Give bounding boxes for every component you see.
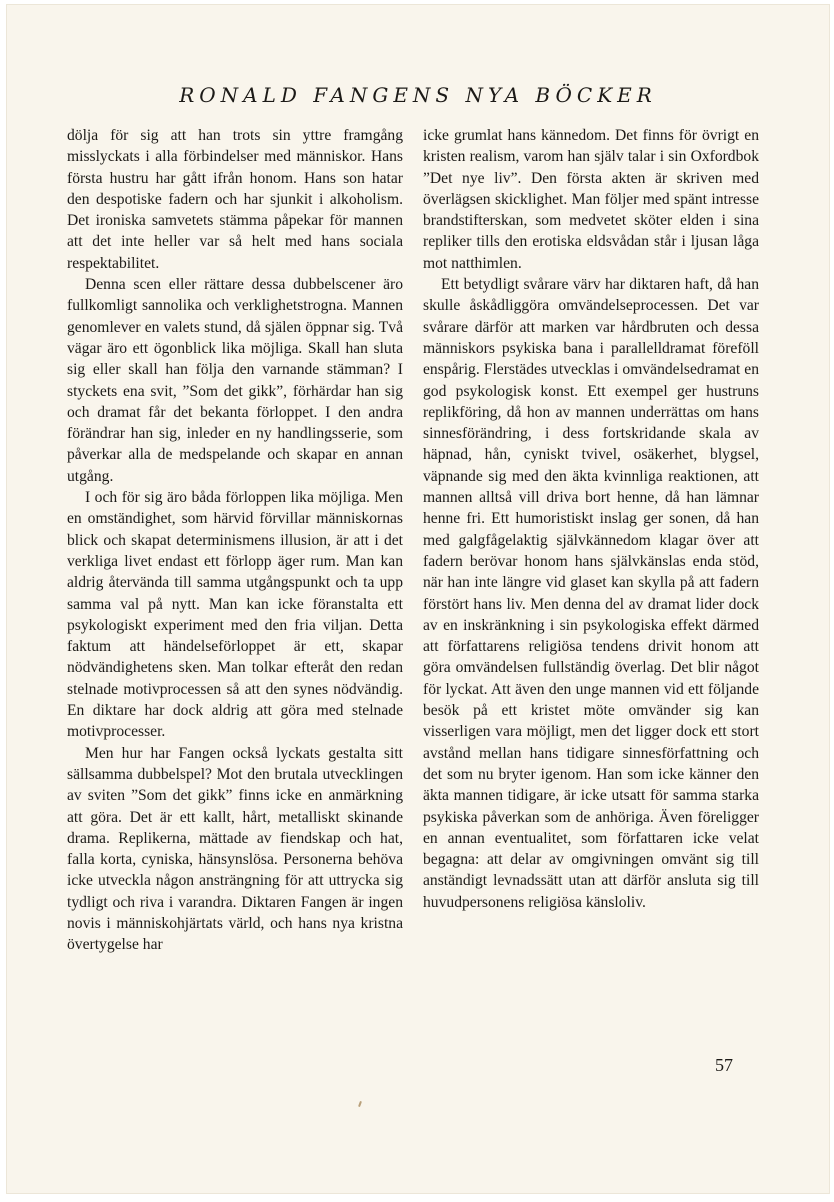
left-text-column: [67, 125, 403, 956]
running-header: RONALD FANGENS NYA BÖCKER: [179, 83, 657, 107]
paragraph: Denna scen eller rättare dessa dubbelscener äro fullkomligt sannolika och verklighetstrogna. Mannen genomlever en valets stund, då själen öppnar sig. Två vägar äro ett ögonblick lika möjliga. Skall han sluta sig eller skall han följa den varnande stämman? I styckets ena svit, ”Som det gikk”, förhärdar han sig och dramat får det bekanta förloppet. I den andra förändrar han sig, inleder en ny handlingsserie, som påverkar alla de medspelande och skapar en annan utgång.: [67, 276, 403, 485]
right-text-column: [423, 125, 759, 913]
paragraph: icke grumlat hans kännedom. Det finns för övrigt en kristen realism, varom han själv talar i sin Oxfordbok ”Det nye liv”. Den första akten är skriven med överlägsen skicklighet. Man följer med spänt intresse brandstifterskan, som medvetet sköter elden i sina repliker tills den erotiska eldsvådan står i ljusan låga mot natthimlen.: [423, 127, 759, 272]
paper-speck: [358, 1101, 362, 1107]
paragraph: Men hur har Fangen också lyckats gestalta sitt sällsamma dubbelspel? Mot den brutala utvecklingen av sviten ”Som det gikk” finns icke en anmärkning att göra. Det är ett kallt, hårt, metalliskt skinande drama. Replikerna, mättade av fiendskap och hat, falla korta, cyniska, hänsynslösa. Personerna behöva icke utveckla någon ansträngning för att uttrycka sig tydligt och riva i varandra. Diktaren Fangen är ingen novis i människohjärtats värld, och hans nya kristna övertygelse har: [67, 744, 403, 954]
paragraph: Ett betydligt svårare värv har diktaren haft, då han skulle åskådliggöra omvändelseprocessen. Det var svårare därför att marken var hårdbruten och dessa människors psykiska bana i parallelldramat föreföll enspårig. Flerstädes utvecklas i omvändelsedramat en god psykologisk konst. Ett exempel ger hustruns replikföring, då hon av mannen underrättas om hans sinnesförändring, i dess fortskridande skala av häpnad, hån, cyniskt tvivel, osäkerhet, blygsel, väpnande sig med den äkta kvinnliga reaktionen, att mannen alltså vill driva bort henne, då han lämnar henne fri. Ett humoristiskt inslag ger sonen, då han med galgfågelaktig självkännedom klagar över att fadern berövar honom hans självkänslas enda stöd, när han inte längre vid glaset kan skylla på att fadern förstört hans liv. Men denna del av dramat lider dock av en inskränkning i sin psykologiska effekt därmed att författarens religiösa tendens drivit honom att göra omvändelsen fullständig överlag. Det blir något för lyckat. Att även den unge mannen vid ett följande besök på ett kristet möte omvänder sig kan visserligen vara möjligt, men det ligger dock ett stort avstånd mellan hans tidigare sinnesförfattning och det som nu bryter igenom. Han som icke känner den äkta mannen tidigare, är icke utsatt för samma starka psykiska påverkan som de anhöriga. Även föreligger en annan eventualitet, som författaren icke velat begagna: att delar av omgivningen omvänt sig till anständigt levnadssätt utan att därför ansluta sig till huvudpersonens religiösa känsloliv.: [423, 276, 759, 911]
paragraph: dölja för sig att han trots sin yttre framgång misslyckats i alla förbindelser med människor. Hans första hustru har gått ifrån honom. Hans son hatar den despotiske fadern och har sjunkit i alkoholism. Det ironiska samvetets stämma påpekar för mannen att det inte heller var så helt med hans sociala respektabilitet.: [67, 127, 403, 272]
paragraph: I och för sig äro båda förloppen lika möjliga. Men en omständighet, som härvid förvillar människornas blick och skapat determinismens illusion, är att i det verkliga livet endast ett förlopp äger rum. Man kan aldrig återvända till samma utgångspunkt och ta upp samma val på nytt. Man kan icke föranstalta ett psykologiskt experiment med den fria viljan. Detta faktum att händelseförloppet är ett, skapar nödvändighetens sken. Man tolkar efteråt den redan stelnade motivprocessen så att den synes nödvändig. En diktare har dock aldrig att göra med stelnade motivprocesser.: [67, 489, 403, 741]
book-page: [6, 4, 830, 1194]
page-number: 57: [715, 1055, 733, 1075]
